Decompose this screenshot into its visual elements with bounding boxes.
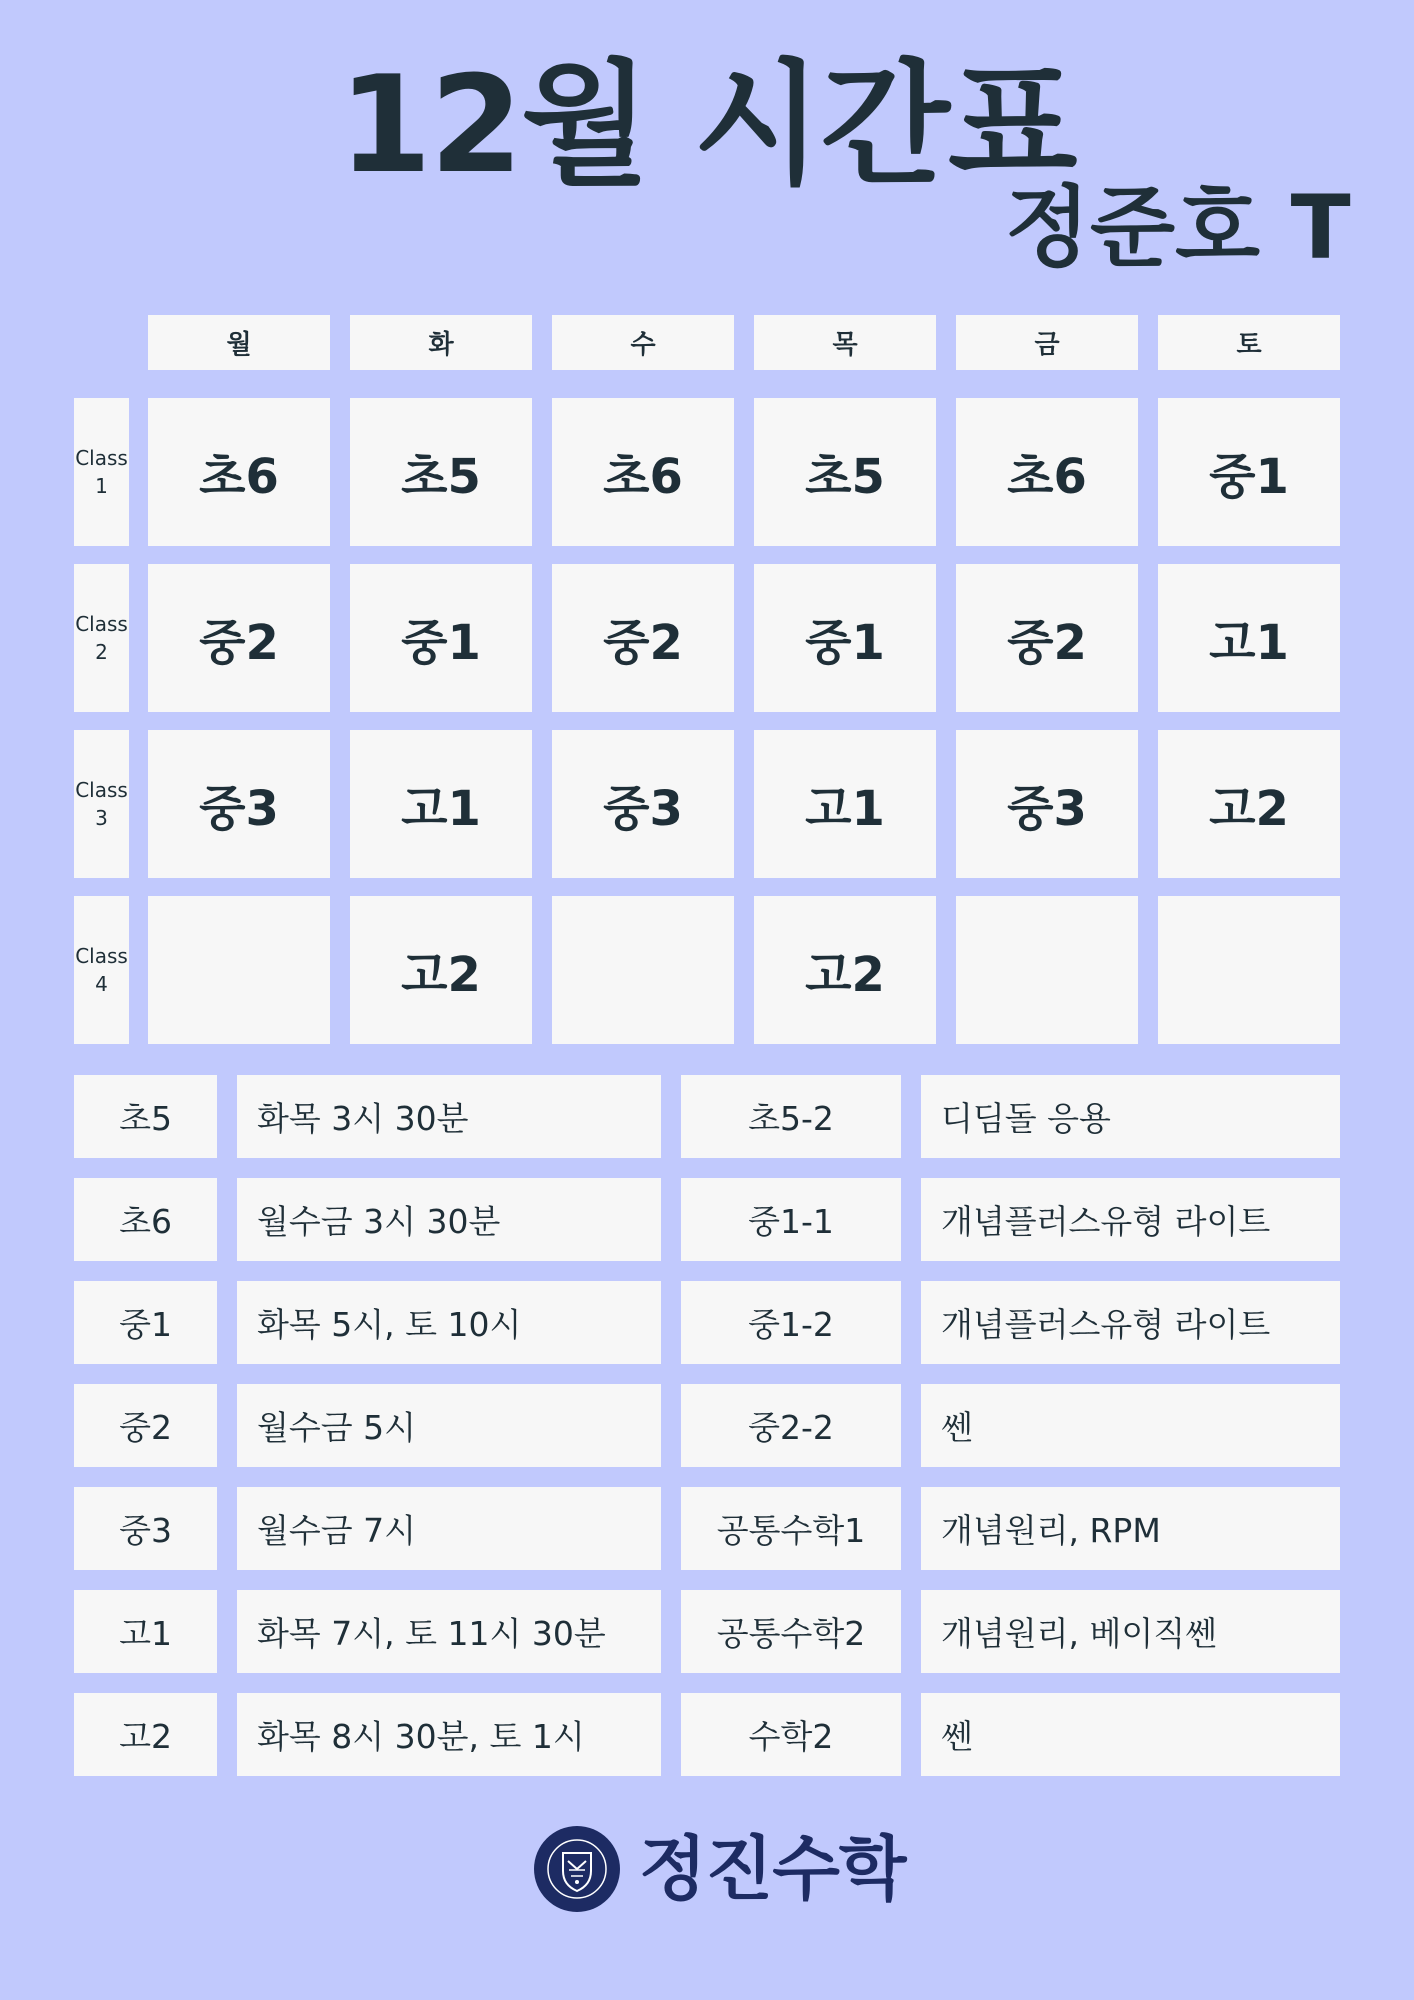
schedule-book: 개념플러스유형 라이트 [921, 1178, 1340, 1261]
timetable-cell: 고2 [1158, 730, 1340, 878]
row-label-number: 3 [95, 806, 108, 830]
timetable-cell: 고1 [754, 730, 936, 878]
schedule-course: 중1-1 [681, 1178, 901, 1261]
schedule-grade: 중3 [74, 1487, 217, 1570]
timetable-cell [552, 896, 734, 1044]
timetable-cell [956, 896, 1138, 1044]
timetable-cell: 중3 [148, 730, 330, 878]
timetable-cell: 중2 [148, 564, 330, 712]
schedule-book: 쎈 [921, 1384, 1340, 1467]
schedule-course: 공통수학1 [681, 1487, 901, 1570]
page-title: 12월 시간표 [338, 47, 1076, 203]
timetable-cell: 고2 [754, 896, 936, 1044]
schedule-course: 중2-2 [681, 1384, 901, 1467]
timetable-cell: 초5 [350, 398, 532, 546]
schedule-book: 쎈 [921, 1693, 1340, 1776]
timetable-cell: 초6 [148, 398, 330, 546]
schedule-book: 개념플러스유형 라이트 [921, 1281, 1340, 1364]
timetable-cell [1158, 896, 1340, 1044]
row-label-word: Class [75, 446, 128, 470]
timetable-cell [148, 896, 330, 1044]
schedule-time: 월수금 7시 [237, 1487, 661, 1570]
timetable-cell: 중2 [552, 564, 734, 712]
schedule-book: 디딤돌 응용 [921, 1075, 1340, 1158]
timetable-cell: 중1 [350, 564, 532, 712]
timetable-cell: 중1 [754, 564, 936, 712]
schedule-grade: 고2 [74, 1693, 217, 1776]
schedule-row [74, 1281, 1340, 1364]
schedule-row [74, 1487, 1340, 1570]
timetable-cell: 중1 [1158, 398, 1340, 546]
schedule-row [74, 1178, 1340, 1261]
schedule-time: 화목 5시, 토 10시 [237, 1281, 661, 1364]
timetable-cell: 중3 [552, 730, 734, 878]
row-label-class-3 [74, 730, 129, 878]
schedule-time: 월수금 3시 30분 [237, 1178, 661, 1261]
schedule-time: 월수금 5시 [237, 1384, 661, 1467]
timetable-cell: 고2 [350, 896, 532, 1044]
brand-logo [533, 1825, 905, 1913]
day-header-mon: 월 [148, 315, 330, 370]
schedule-book: 개념원리, 베이직쎈 [921, 1590, 1340, 1673]
schedule-grade: 초6 [74, 1178, 217, 1261]
teacher-name: 정준호 T [1005, 176, 1351, 279]
timetable-cell: 중3 [956, 730, 1138, 878]
schedule-grade: 고1 [74, 1590, 217, 1673]
schedule-grade: 중2 [74, 1384, 217, 1467]
timetable-cell: 초6 [956, 398, 1138, 546]
day-header-thu: 목 [754, 315, 936, 370]
schedule-row [74, 1075, 1340, 1158]
row-label-class-4 [74, 896, 129, 1044]
row-label-class-2 [74, 564, 129, 712]
schedule-grade: 초5 [74, 1075, 217, 1158]
schedule-grade: 중1 [74, 1281, 217, 1364]
schedule-time: 화목 3시 30분 [237, 1075, 661, 1158]
schedule-row [74, 1384, 1340, 1467]
brand-name: 정진수학 [639, 1828, 906, 1910]
university-seal-icon [533, 1825, 621, 1913]
schedule-book: 개념원리, RPM [921, 1487, 1340, 1570]
row-label-word: Class [75, 612, 128, 636]
row-label-number: 1 [95, 474, 108, 498]
timetable-cell: 초5 [754, 398, 936, 546]
schedule-row [74, 1590, 1340, 1673]
day-header-fri: 금 [956, 315, 1138, 370]
timetable-cell: 중2 [956, 564, 1138, 712]
schedule-course: 수학2 [681, 1693, 901, 1776]
row-label-number: 2 [95, 640, 108, 664]
day-header-tue: 화 [350, 315, 532, 370]
timetable-cell: 고1 [350, 730, 532, 878]
row-label-word: Class [75, 778, 128, 802]
day-header-wed: 수 [552, 315, 734, 370]
schedule-row [74, 1693, 1340, 1776]
schedule-course: 공통수학2 [681, 1590, 901, 1673]
timetable-cell: 고1 [1158, 564, 1340, 712]
schedule-course: 중1-2 [681, 1281, 901, 1364]
day-header-sat: 토 [1158, 315, 1340, 370]
row-label-number: 4 [95, 972, 108, 996]
timetable-cell: 초6 [552, 398, 734, 546]
schedule-course: 초5-2 [681, 1075, 901, 1158]
schedule-time: 화목 8시 30분, 토 1시 [237, 1693, 661, 1776]
schedule-time: 화목 7시, 토 11시 30분 [237, 1590, 661, 1673]
row-label-word: Class [75, 944, 128, 968]
row-label-class-1 [74, 398, 129, 546]
